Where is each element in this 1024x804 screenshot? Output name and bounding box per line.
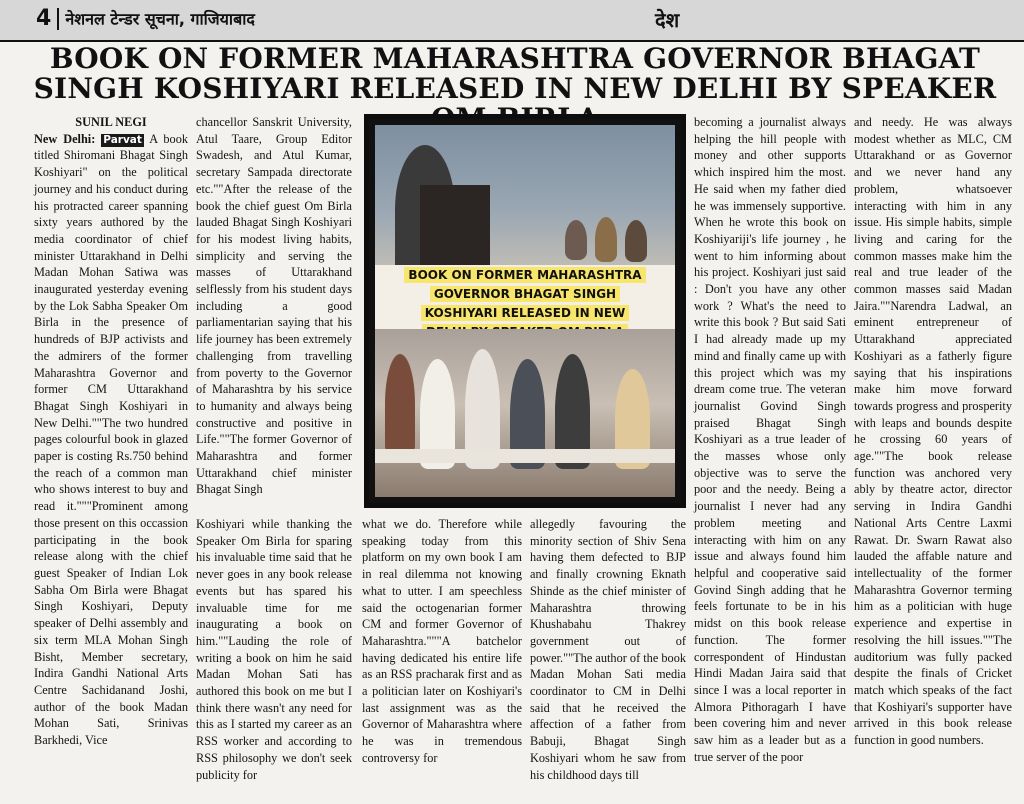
column-5-text: becoming a journalist always helping the hill people with money and other supports which inspired him the most. He said when my father died he was immensely supportive. When he wrote this book on Koshiyariji's life journey , he went to him informing about his project. Koshiyari just said : Don't you have any other work ? What's the need to write this book ? But said Sati I had already made up my mind and finally came up with this project which was my dream come true. The veteran journalist Govind Singh praised Bhagat Singh Koshiyari as a true leader of the masses whose only objective was to serve the poor and the needy. Being a journalist I never had any problem meeting and interacting with him on any issue and always found him helpful and cooperative said Govind Singh adding that he feels fortunate to be in his midst on this book release function. The former correspondent of Hindustan Hindi Madan Jaira said that since I was a local reporter in Almora Pithoragarh I have been covering him and never saw him as a leader but as a true server of the poor — [694, 115, 846, 764]
article-column-3 — [362, 516, 522, 800]
newspaper-name: नेशनल टेन्डर सूचना, गाजियाबाद — [65, 9, 255, 29]
column-4-text: allegedly favouring the minority section of Shiv Sena having them defected to BJP and finally crowning Eknath Shinde as the chief minister of Maharashtra throwing Khushabahu Thakrey government out of power.""The author of the book Madan Mohan Sati media coordinator to CM in Delhi said that he received the affection of a father from Babuji, Bhagat Singh Koshiyari whom he saw from his childhood days till — [530, 517, 686, 782]
page-number: 4 — [36, 6, 52, 31]
article-paragraph-1 — [34, 131, 188, 749]
page-folio — [36, 6, 255, 31]
book-title-tag: Parvat — [103, 133, 142, 146]
article-column-2b — [196, 516, 352, 800]
article-column-1 — [34, 114, 188, 800]
article-column-5 — [694, 114, 846, 800]
section-name: देश — [655, 8, 680, 32]
headline: BOOK ON FORMER MAHARASHTRA GOVERNOR BHAGAT SINGH KOSHIYARI RELEASED IN NEW DELHI BY SPEAKER — [33, 42, 997, 105]
column-3-text: what we do. Therefore while speaking today from this platform on my own book I am in real dilemma not knowing what to utter. I am speechless said the octogenarian former CM and former Governor of Maharashtra."""A batchelor having dedicated his entire life as an RSS pracharak first and as a politician later on Koshiyari's last assignment was as the Governor of Maharashtra where he was in tremendous controversy for — [362, 517, 522, 765]
column-1-text: A book titled Shiromani Bhagat Singh Koshiyari" on the political journey and his conduct during his protracted career spanning sixty years authored by the media coordinator of chief minister Uttarakhand in Delhi Madan Mohan Satiwa was inaugurated yesterday evening by the Lok Sabha Speaker Om Birla in the presence of hundreds of BJP activists and the admirers of the former Maharashtra Governor and former CM Uttarakhand Bhagat Singh Koshiyari in New Delhi.""The two hundred pages colourful book in glazed paper is costing Rs.750 behind the reach of a common man who shows interest to buy and read it."""Prominent among those present on this occassion participating in the book release along with the chief guest Speaker of Indian Lok Sabha Om Birla were Bhagat Singh Koshiyari, Deputy speaker of Delhi assembly and six term MLA Mohan Singh Bisht, Member secretary, Indira Gandhi National Arts Centre Sachidanand Joshi, author of the book Madan Mohan Sati, Srinivas Barkhedi, Vice — [34, 131, 188, 748]
audience-figure — [625, 220, 647, 262]
column-2-text: chancellor Sanskrit University, Atul Taare, Group Editor Swadesh, and Atul Kumar, secretary Sampada directorate etc.""After the release of the book the chief guest Om Birla lauded Bhagat Singh Koshiyari for his modest living habits, simplicity and serving the masses of Uttarakhand selflessly from his student days including a good parliamentarian saying that his life journey has been extremely challenging from travelling from poverty to the Governor of Maharashtra by his service to humanity and always being constructive and positive in Life.""The former Governor of Maharashtra and former Uttarakhand chief minister Bhagat Singh — [196, 115, 352, 497]
article-column-2 — [196, 114, 352, 512]
byline: SUNIL NEGI — [75, 115, 147, 129]
column-6-text: and needy. He was always modest whether as MLC, CM Uttarakhand or as Governor and we never hand any problem, whatsoever interacting with him in any issue. His simple habits, simple living and caring for the common masses make him the real and true leader of the common masses said Madan Jaira.""Narendra Ladwal, an eminent entrepreneur of Uttarakhand appreciated Koshiyari as a fatherly figure saying that his inspirations make him move forward towards progress and prosperity with leaps and bounds despite he crossing 60 years of age.""The book release function was anchored very ably by theatre actor, director serving in Indira Gandhi National Arts Centre Laxmi Rawat. Dr. Swarn Rawat also lauded the affable nature and intellectuality of the former Maharashtra Governor terming him as a politician with huge experience and expertise in resolving the hill issues.""The auditorium was fully packed despite the finals of Cricket match which speaks of the fact that Koshiyari's supporter have arrived in this book release function in good numbers. — [854, 115, 1012, 748]
photo-book-release-group — [375, 329, 675, 497]
photo-speaker-at-podium — [375, 125, 675, 280]
caption-line: KOSHIYARI RELEASED IN NEW — [421, 305, 630, 321]
page-header — [0, 0, 1024, 42]
news-photo — [364, 114, 686, 508]
folio-divider — [57, 8, 59, 30]
article-column-4 — [530, 516, 686, 800]
dignitary-figure — [385, 354, 415, 454]
stage-table — [375, 449, 675, 463]
audience-figure — [565, 220, 587, 260]
column-2b-text: Koshiyari while thanking the Speaker Om Birla for sparing his invaluable time said that he never goes in any book release events but has spared his invaluable time for me inaugurating a book on him.""Lauding the role of writing a book on him he said Madan Mohan Sati has authored this book on me but I think there wasn't any need for this as I started my career as an RSS worker and according to RSS philosophy we don't seek publicity for — [196, 517, 352, 782]
caption-line: BOOK ON FORMER MAHARASHTRA — [404, 267, 645, 283]
caption-line: GOVERNOR BHAGAT SINGH — [430, 286, 620, 302]
article-column-6 — [854, 114, 1012, 800]
dateline: New Delhi: — [34, 131, 96, 146]
audience-figure — [595, 217, 617, 262]
